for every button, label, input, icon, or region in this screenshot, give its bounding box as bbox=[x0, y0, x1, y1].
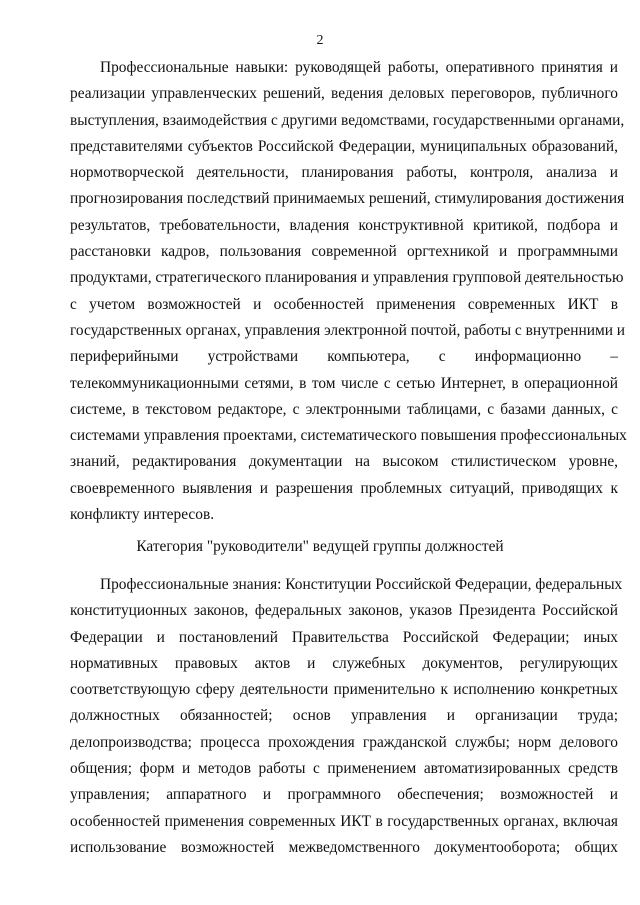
text-line: реализации управленческих решений, ведения деловых переговоров, публичного bbox=[70, 85, 618, 103]
paragraph-professional-knowledge bbox=[70, 572, 623, 861]
text-line: соответствующую сферу деятельности применительно к исполнению конкретных bbox=[70, 681, 618, 699]
text-line: системе, в текстовом редакторе, с электронными таблицами, с базами данных, с bbox=[70, 400, 618, 418]
text-line: Федерации и постановлений Правительства Российской Федерации; иных bbox=[70, 628, 618, 646]
text-line: использование возможностей межведомственного документооборота; общих bbox=[70, 838, 618, 856]
text-line: представителями субъектов Российской Федерации, муниципальных образований, bbox=[70, 137, 618, 155]
text-line: продуктами, стратегического планирования и управления групповой деятельностью bbox=[70, 269, 624, 287]
text-line: государственных органах, управления электронной почтой, работы с внутренними и bbox=[70, 321, 626, 339]
text-line: управления; аппаратного и программного обеспечения; возможностей и bbox=[70, 786, 618, 804]
text-line: делопроизводства; процесса прохождения гражданской службы; норм делового bbox=[70, 733, 618, 751]
paragraph-professional-skills bbox=[70, 55, 627, 528]
text-line: особенностей применения современных ИКТ в государственных органах, включая bbox=[70, 812, 618, 830]
text-line: периферийными устройствами компьютера, с информационно – bbox=[70, 348, 618, 366]
text-line: конфликту интересов. bbox=[70, 506, 215, 524]
text-line: нормативных правовых актов и служебных документов, регулирующих bbox=[70, 654, 618, 672]
text-line: должностных обязанностей; основ управления и организации труда; bbox=[70, 707, 618, 725]
text-line: выступления, взаимодействия с другими ведомствами, государственными органами, bbox=[70, 111, 625, 129]
page-number: 2 bbox=[316, 33, 324, 48]
section-heading: Категория "руководители" ведущей группы должностей bbox=[136, 538, 504, 555]
text-line: прогнозирования последствий принимаемых решений, стимулирования достижения bbox=[70, 190, 625, 208]
text-line: системами управления проектами, систематического повышения профессиональных bbox=[70, 427, 627, 445]
text-line: результатов, требовательности, владения конструктивной критикой, подбора и bbox=[70, 216, 618, 234]
text-line: знаний, редактирования документации на высоком стилистическом уровне, bbox=[70, 453, 618, 471]
text-line: телекоммуникационными сетями, в том числе с сетью Интернет, в операционной bbox=[70, 374, 618, 392]
text-line: своевременного выявления и разрешения проблемных ситуаций, приводящих к bbox=[70, 479, 618, 497]
text-line: общения; форм и методов работы с применением автоматизированных средств bbox=[70, 760, 618, 778]
text-line: нормотворческой деятельности, планирования работы, контроля, анализа и bbox=[70, 164, 618, 182]
text-line: конституционных законов, федеральных законов, указов Президента Российской bbox=[70, 602, 618, 620]
text-line: Профессиональные знания: Конституции Российской Федерации, федеральных bbox=[100, 576, 623, 593]
text-line: Профессиональные навыки: руководящей работы, оперативного принятия и bbox=[100, 59, 618, 76]
text-line: с учетом возможностей и особенностей применения современных ИКТ в bbox=[70, 295, 618, 313]
text-line: расстановки кадров, пользования современной оргтехникой и программными bbox=[70, 243, 618, 261]
